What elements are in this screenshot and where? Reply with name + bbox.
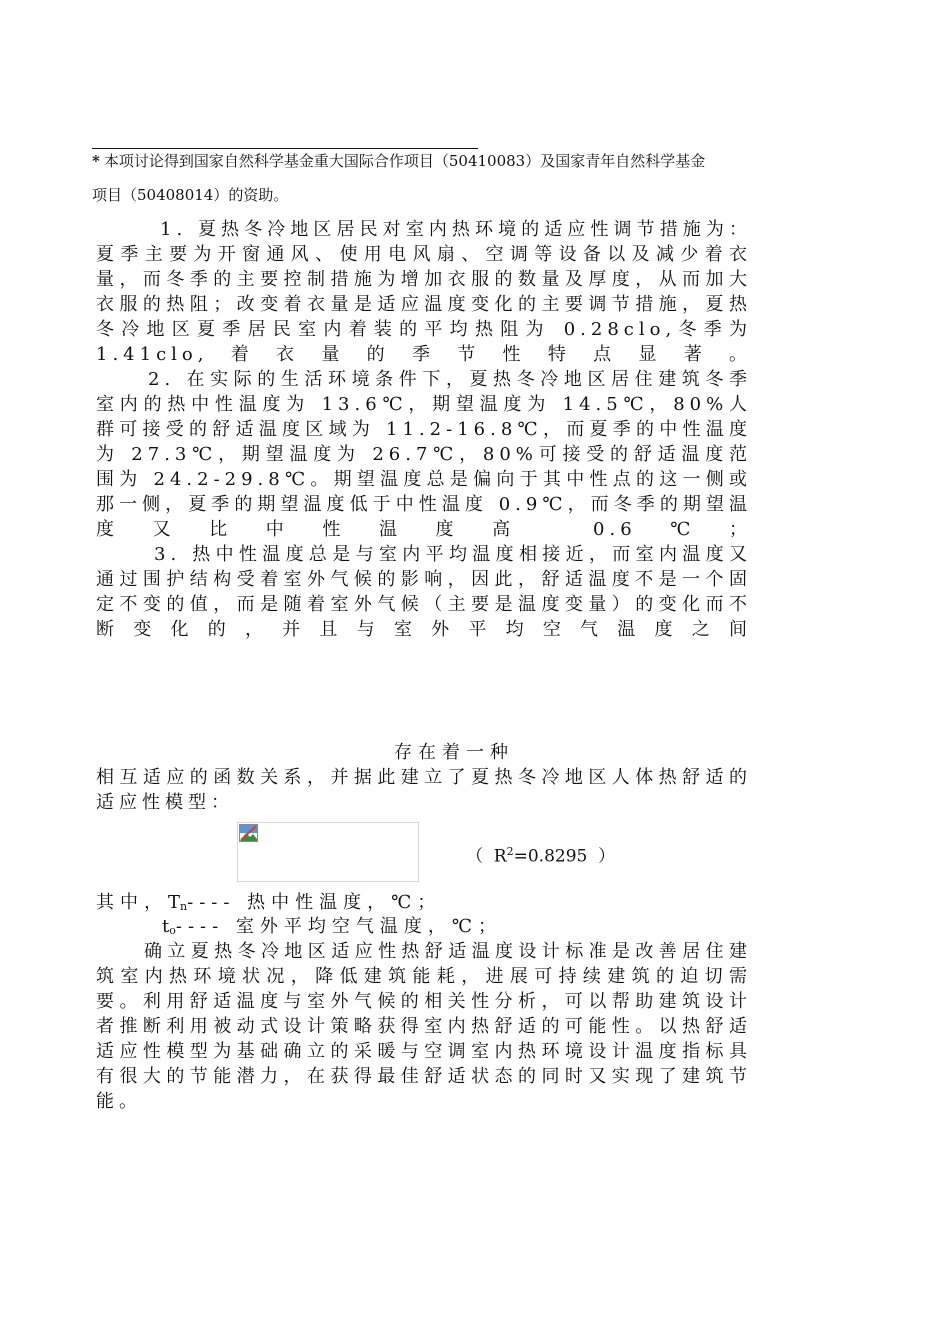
paragraph-1: 1. 夏热冬冷地区居民对室内热环境的适应性调节措施为：夏季主要为开窗通风、使用电风扇、空调等设备以及减少着衣量，而冬季的主要控制措施为增加衣服的数量及厚度，从而加大衣服的热阻；改变着衣量是适应温度变化的主要调节措施，夏热冬冷地区夏季居民室内着装的平均热阻为 0.28clo,冬季为 1.41clo,着衣量的季节性特点显著。 [96,219,752,365]
footnote-star: * [92,152,100,170]
footnote-rule [92,148,478,149]
broken-image-icon [239,824,258,842]
r-squared-label: （ $R^2=0.8295$ ） [466,845,616,867]
continuation-block [96,765,752,815]
definition-line-2: to---- 室外平均空气温度，℃； [162,916,503,937]
footnote-line-1 [92,150,792,172]
footnote-line-2: 项目（50408014）的资助。 [92,186,289,204]
paragraph-3: 3. 热中性温度总是与室内平均温度相接近，而室内温度又通过围护结构受着室外气候的影响，因此，舒适温度不是一个固定不变的值，而是随着室外气候（主要是温度变量）的变化而不断变化的，并且与室外平均空气温度之间 [96,544,752,640]
definition-line-1: 其中，Tn---- 热中性温度，℃； [96,892,442,913]
formula-image-placeholder [237,822,419,882]
centered-line [96,740,752,765]
footnote-text-1: 本项讨论得到国家自然科学基金重大国际合作项目（50410083）及国家青年自然科学基金 [103,152,706,170]
conclusions-block [96,217,752,642]
conclusion-block [96,939,752,1114]
paragraph-continuation: 相互适应的函数关系，并据此建立了夏热冬冷地区人体热舒适的适应性模型： [96,767,752,813]
paragraph-2: 2. 在实际的生活环境条件下，夏热冬冷地区居住建筑冬季室内的热中性温度为 13.6℃，期望温度为 14.5℃，80%人群可接受的舒适温度区域为 11.2-16.8℃，而夏季的中性温度为 27.3℃，期望温度为 26.7℃，80%可接受的舒适温度范围为 24.2-29.8℃。期望温度总是偏向于其中性点的这一侧或那一侧，夏季的期望温度低于中性温度 0.9℃，而冬季的期望温度又比中性温度高 0.6℃； [96,369,752,540]
r-squared-superscript: 2 [506,845,514,858]
centered-line-text: 存在着一种 [394,742,514,763]
paragraph-conclusion: 确立夏热冬冷地区适应性热舒适温度设计标准是改善居住建筑室内热环境状况，降低建筑能耗，进展可持续建筑的迫切需要。利用舒适温度与室外气候的相关性分析，可以帮助建筑设计者推断利用被动式设计策略获得室内热舒适的可能性。以热舒适适应性模型为基础确立的采暖与空调室内热环境设计温度指标具有很大的节能潜力，在获得最佳舒适状态的同时又实现了建筑节能。 [96,941,752,1112]
